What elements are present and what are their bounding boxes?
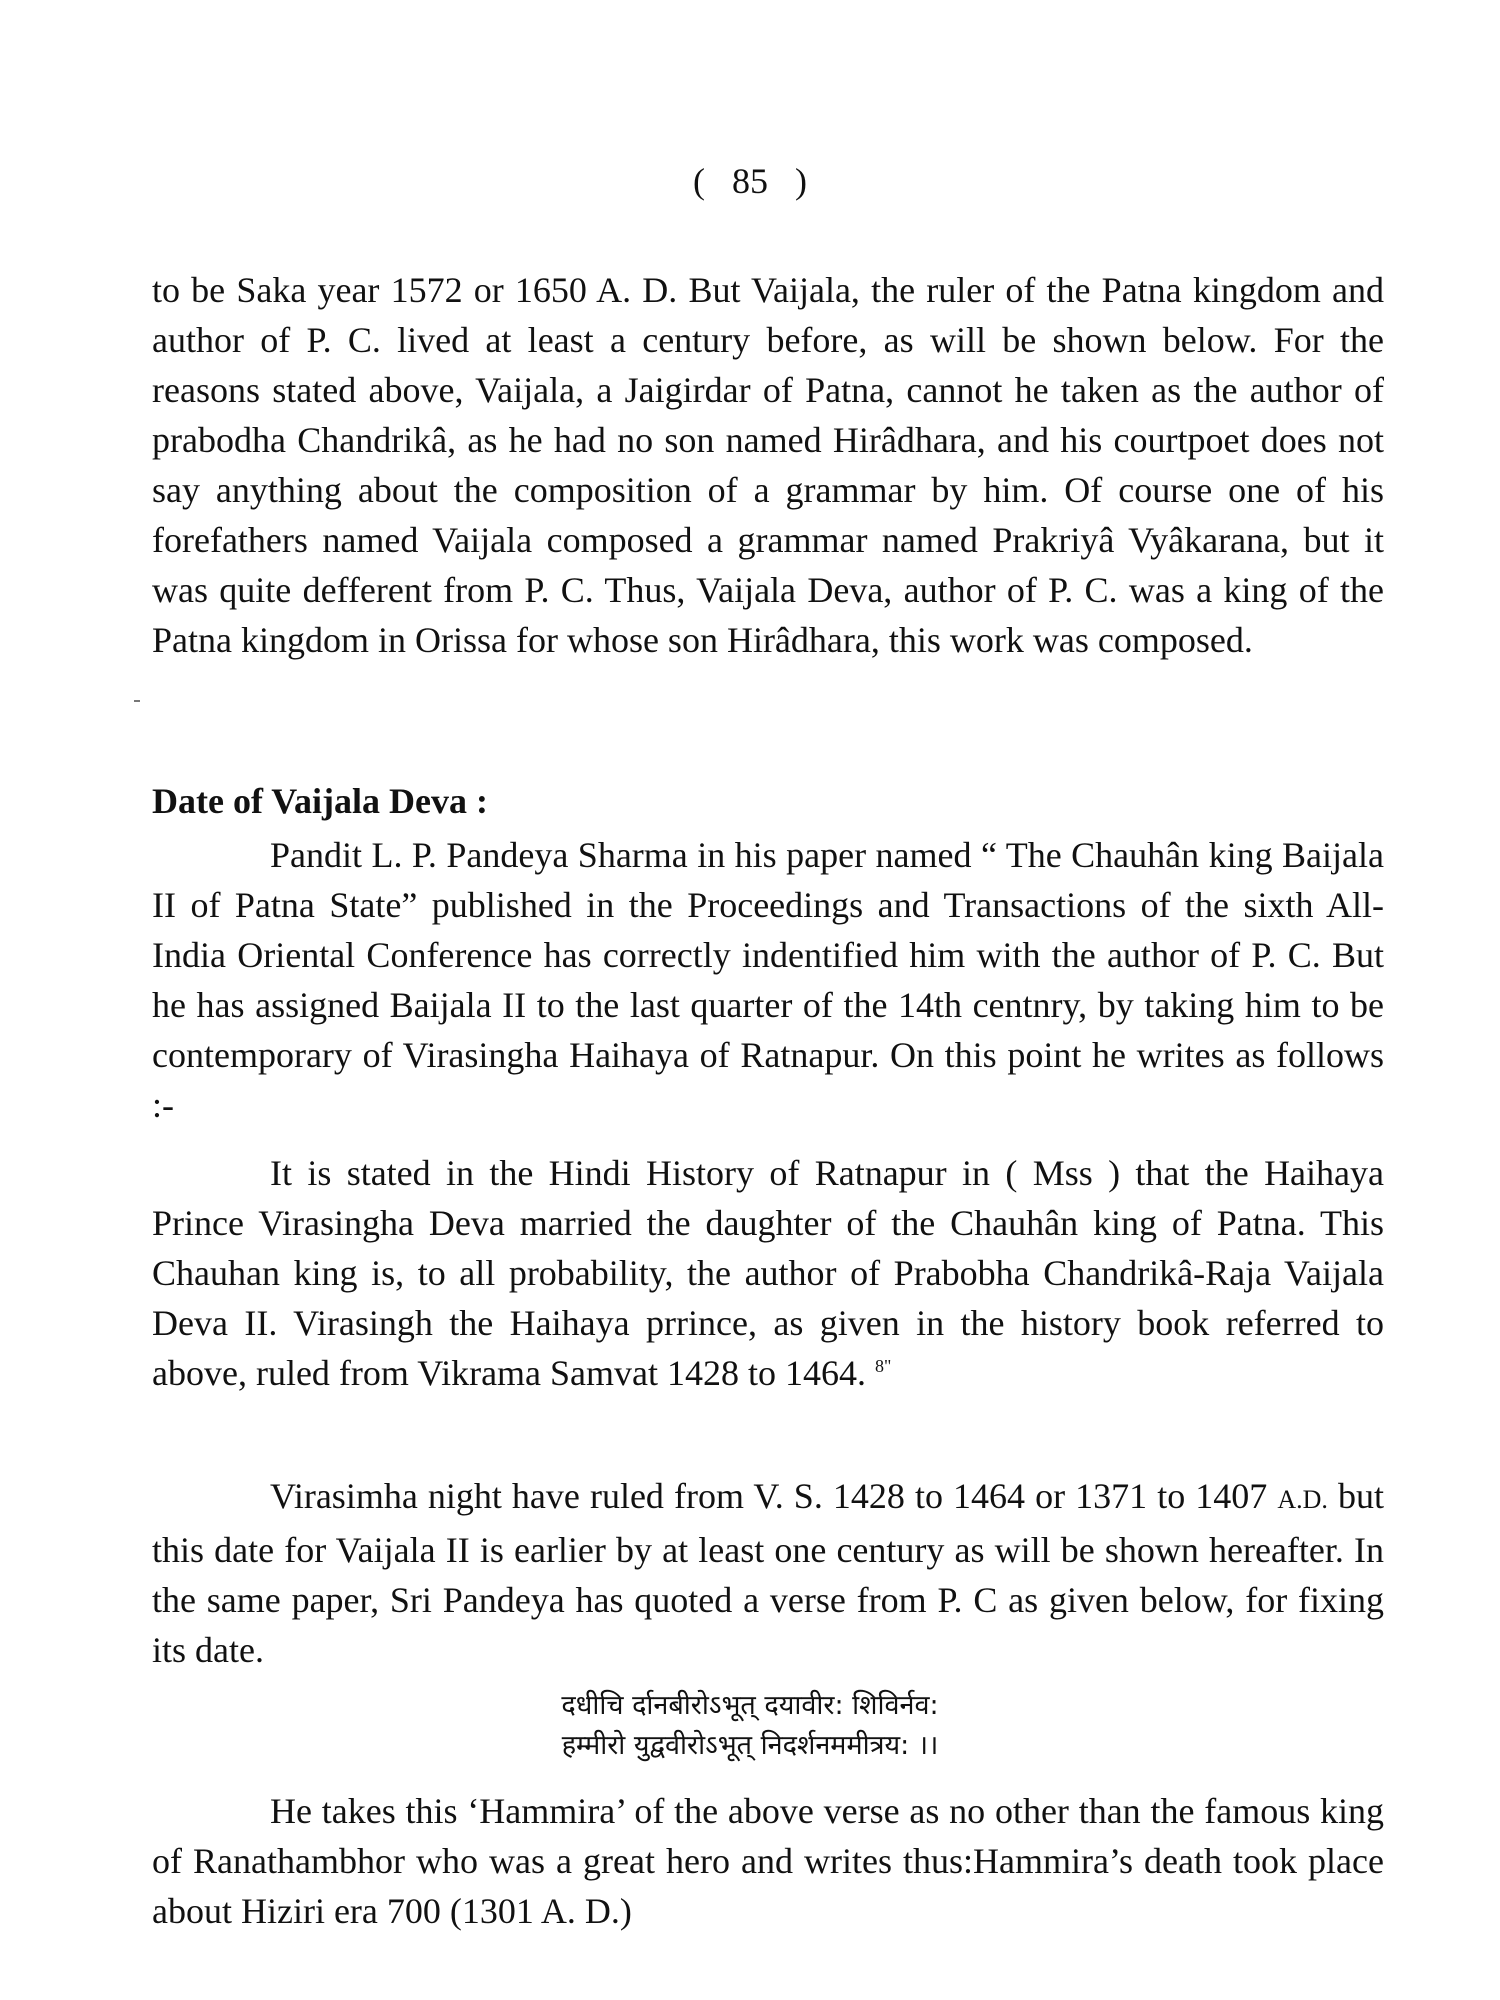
paragraph-pandeya (152, 830, 1384, 1130)
intro-paragraph (152, 265, 1384, 665)
verse-line-1: दधीचि र्दानबीरोऽभूत् दयावीर: शिविर्नव: (561, 1690, 939, 1721)
verse-line-2: हम्मीरो युद्ववीरोऽभूत् निदर्शनममीत्रय: ।। (561, 1730, 939, 1761)
sanskrit-verse (0, 1686, 1500, 1766)
intro-paragraph-text: to be Saka year 1572 or 1650 A. D. But Vaijala, the ruler of the Patna kingdom and author of P. C. lived at least a century before, as will be shown below. For the reasons stated above, Vaijala, a Jaigirdar of Patna, cannot he taken as the author of prabodha Chandrikâ, as he had no son named Hirâdhara, and his courtpoet does not say anything about the composition of a grammar by him. Of course one of his forefathers named Vaijala composed a grammar named Prakriyâ Vyâkarana, but it was quite defferent from P. C. Thus, Vaijala Deva, author of P. C. was a king of the Patna kingdom in Orissa for whose son Hirâdhara, this work was composed. (152, 270, 1384, 660)
paragraph-hammira (152, 1786, 1384, 1936)
paragraph-pandeya-text: Pandit L. P. Pandeya Sharma in his paper named “ The Chauhân king Baijala II of Patna State” published in the Proceedings and Transactions of the sixth All-India Oriental Conference has correctly indentified him with the author of P. C. But he has assigned Baijala II to the last quarter of the 14th centnry, by taking him to be contemporary of Virasingha Haihaya of Ratnapur. On this point he writes as follows :- (152, 835, 1384, 1125)
paragraph-quote-text (152, 1148, 1384, 1398)
virasimha-text-part2: but this date for Vaijala II is earlier by at least one century as will be shown hereafter. In the same paper, Sri Pandeya has quoted a verse from P. C as given below, for fixing its date. (152, 1476, 1385, 1670)
scan-speck (134, 700, 140, 702)
virasimha-text-part1: Virasimha night have ruled from V. S. 1428 to 1464 or 1371 to 1407 (270, 1476, 1268, 1516)
paragraph-hammira-text: He takes this ‘Hammira’ of the above verse as no other than the famous king of Ranathambhor who was a great hero and writes thus:Hammira’s death took place about Hiziri era 700 (1301 A. D.) (152, 1791, 1384, 1931)
page-number: ( 85 ) (693, 161, 807, 201)
paragraph-virasimha-text (152, 1471, 1384, 1675)
paragraph-virasimha (152, 1471, 1384, 1675)
section-heading: Date of Vaijala Deva : (152, 781, 488, 821)
paragraph-quote (152, 1148, 1384, 1398)
quote-text: It is stated in the Hindi History of Ratnapur in ( Mss ) that the Haihaya Prince Virasingha Deva married the daughter of the Chauhân king of Patna. This Chauhan king is, to all probability, the author of Prabobha Chandrikâ-Raja Vaijala Deva II. Virasingh the Haihaya prrince, as given in the history book referred to above, ruled from Vikrama Samvat 1428 to 1464. (152, 1153, 1384, 1393)
era-abbreviation: A.D. (1277, 1485, 1328, 1514)
footnote-marker: 8" (875, 1356, 892, 1376)
